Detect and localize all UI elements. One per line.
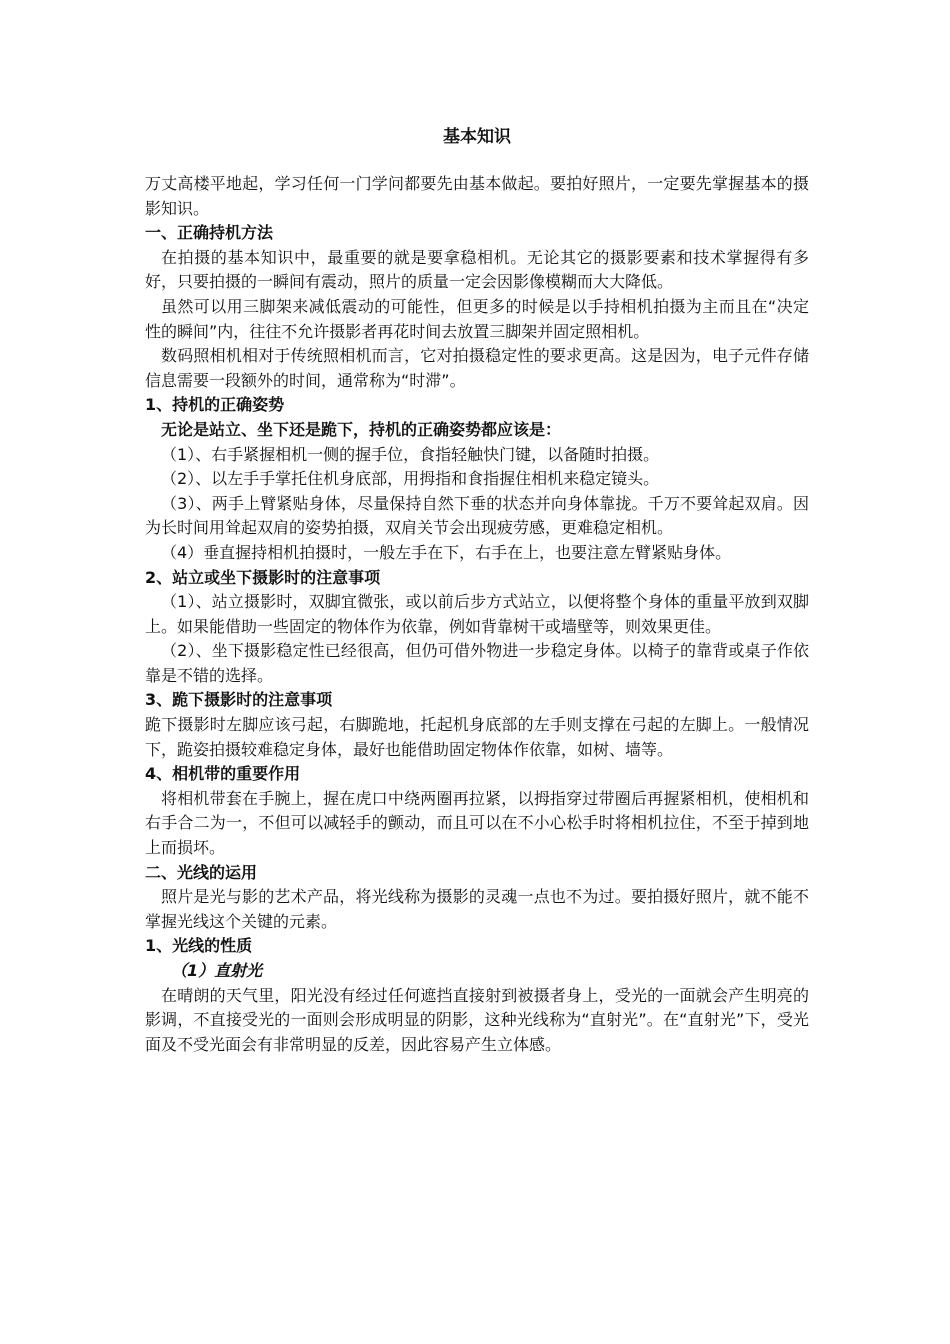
subsection-2-1-heading: 1、光线的性质	[145, 936, 253, 956]
section-2-paragraph-1: 照片是光与影的艺术产品，将光线称为摄影的灵魂一点也不为过。要拍摄好照片，就不能不掌握光线这个关键的元素。	[145, 887, 809, 931]
section-1-heading: 一、正确持机方法	[145, 223, 274, 243]
subsection-1-4-heading: 4、相机带的重要作用	[145, 764, 301, 784]
subsection-1-2-item-2: （2）、坐下摄影稳定性已经很高，但仍可借外物进一步稳定身体。以椅子的靠背或桌子作依靠是不错的选择。	[145, 641, 809, 685]
section-1-paragraph-1: 在拍摄的基本知识中，最重要的就是要拿稳相机。无论其它的摄影要素和技术掌握得有多好，只要拍摄的一瞬间有震动，照片的质量一定会因影像模糊而大大降低。	[145, 247, 809, 292]
document-title: 基本知识	[443, 127, 511, 147]
subsection-1-3-heading: 3、跪下摄影时的注意事项	[145, 690, 333, 710]
subsection-1-2-heading: 2、站立或坐下摄影时的注意事项	[145, 567, 381, 587]
subsection-1-1-item-2: （2）、以左手手掌托住机身底部，用拇指和食指握住相机来稳定镜头。	[161, 469, 660, 489]
subsection-1-1-item-1: （1）、右手紧握相机一侧的握手位，食指轻触快门键，以备随时拍摄。	[161, 444, 660, 464]
subsection-2-1-subheading: （1）直射光	[171, 961, 263, 980]
subsection-1-1-item-3: （3）、两手上臂紧贴身体，尽量保持自然下垂的状态并向身体靠拢。千万不要耸起双肩。因为长时间用耸起双肩的姿势拍摄，双肩关节会出现疲劳感，更难稳定相机。	[145, 493, 809, 538]
subsection-1-1-heading: 1、持机的正确姿势	[145, 395, 285, 415]
subsection-1-1-lead: 无论是站立、坐下还是跪下，持机的正确姿势都应该是：	[161, 419, 562, 439]
section-1-paragraph-2: 虽然可以用三脚架来减低震动的可能性，但更多的时候是以手持相机拍摄为主而且在“决定性的瞬间”内，往往不允许摄影者再花时间去放置三脚架并固定照相机。	[145, 296, 809, 341]
subsection-1-1-item-4: （4）垂直握持相机拍摄时，一般左手在下，右手在上，也要注意左臂紧贴身体。	[161, 542, 732, 562]
document-page	[145, 124, 809, 1057]
subsection-1-2-item-1: （1）、站立摄影时，双脚宜微张，或以前后步方式站立，以便将整个身体的重量平放到双脚上。如果能借助一些固定的物体作为依靠，例如背靠树干或墙壁等，则效果更佳。	[145, 592, 809, 636]
subsection-1-3-paragraph: 跪下摄影时左脚应该弓起，右脚跪地，托起机身底部的左手则支撑在弓起的左脚上。一般情况下，跪姿拍摄较难稳定身体，最好也能借助固定物体作依靠，如树、墙等。	[145, 715, 809, 759]
section-2-heading: 二、光线的运用	[145, 862, 258, 882]
intro-paragraph: 万丈高楼平地起，学习任何一门学问都要先由基本做起。要拍好照片，一定要先掌握基本的摄影知识。	[145, 174, 809, 218]
subsection-1-4-paragraph: 将相机带套在手腕上，握在虎口中绕两圈再拉紧，以拇指穿过带圈后再握紧相机，使相机和右手合二为一，不但可以减轻手的颤动，而且可以在不小心松手时将相机拉住，不至于掉到地上而损坏。	[145, 788, 809, 858]
subsection-2-1-paragraph: 在晴朗的天气里，阳光没有经过任何遮挡直接射到被摄者身上，受光的一面就会产生明亮的影调，不直接受光的一面则会形成明显的阴影，这种光线称为“直射光”。在“直射光”下，受光面及不受光面会有非常明显的反差，因此容易产生立体感。	[145, 985, 809, 1054]
section-1-paragraph-3: 数码照相机相对于传统照相机而言，它对拍摄稳定性的要求更高。这是因为，电子元件存储信息需要一段额外的时间，通常称为“时滞”。	[145, 346, 809, 390]
